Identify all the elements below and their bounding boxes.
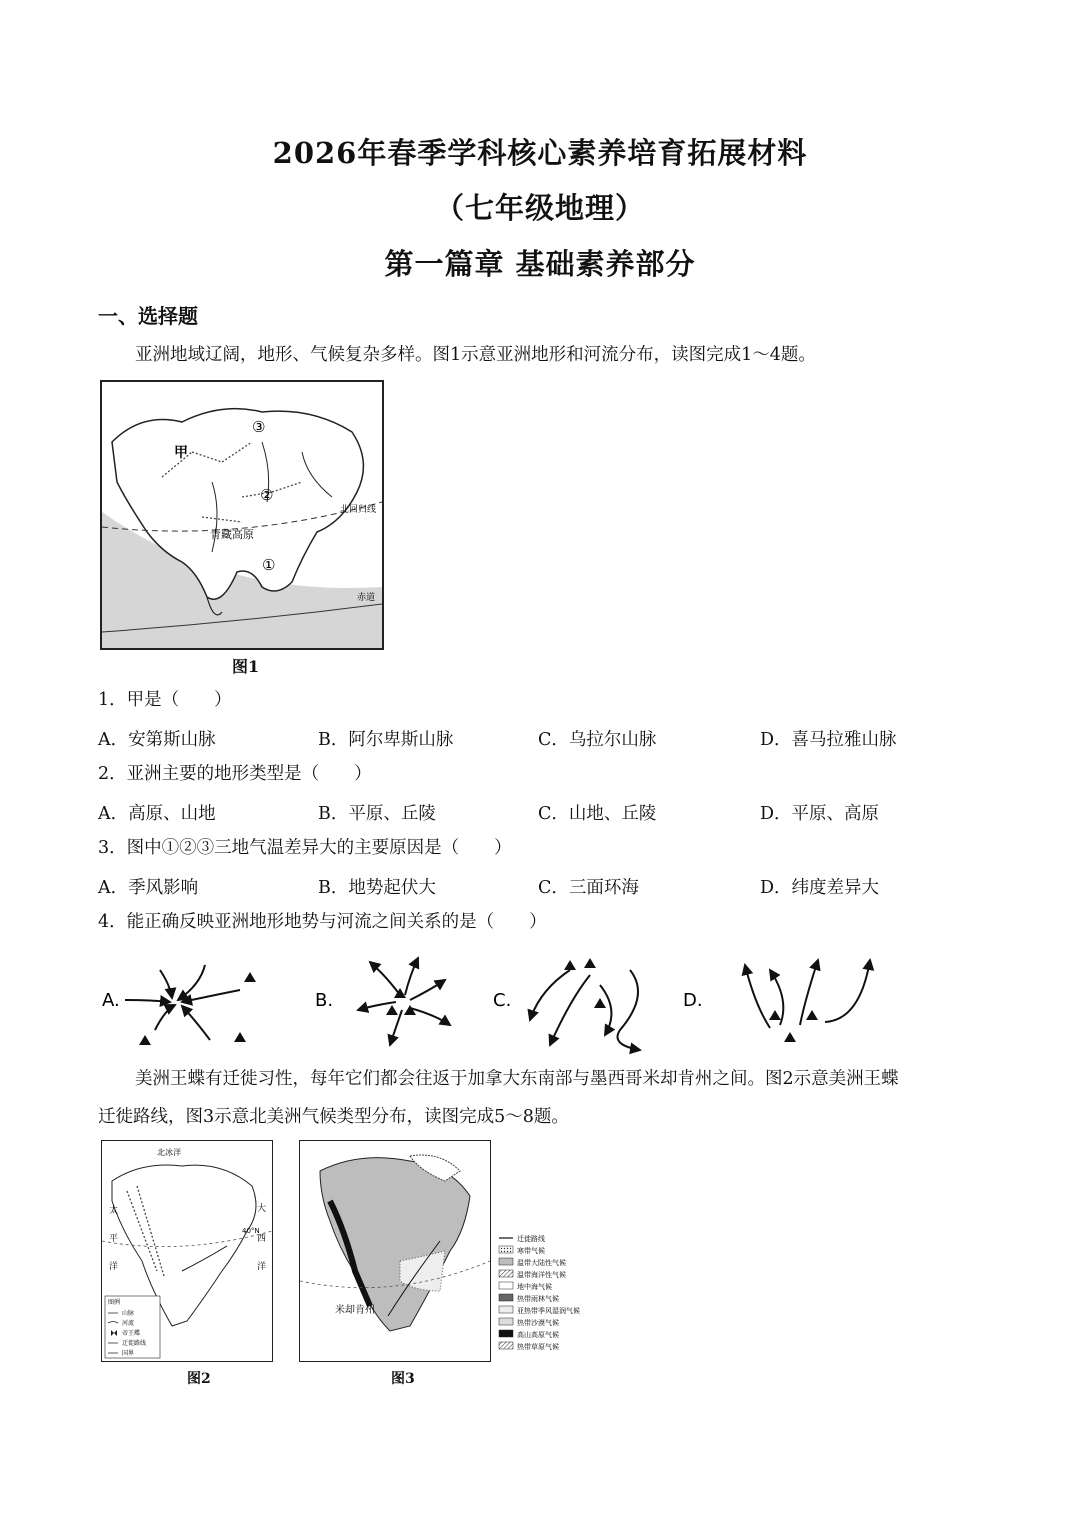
q2-option-c[interactable]: C．山地、丘陵 [538,804,657,824]
legend-maritime: 温带海洋性气候 [517,1271,566,1279]
label-tropic: 北回归线 [340,505,377,515]
q3-option-a[interactable]: A．季风影响 [98,878,199,898]
atlantic-char-1: 大 [257,1204,267,1214]
legend-border: 国界 [122,1350,135,1357]
figure-1-caption: 图1 [232,657,260,676]
label-jia: 甲 [174,445,188,461]
q3-option-d[interactable]: D．纬度差异大 [760,878,880,898]
q2-option-a[interactable]: A．高原、山地 [98,804,216,824]
intro-paragraph-2-line-2: 迁徙路线，图3示意北美洲气候类型分布，读图完成5～8题。 [98,1107,569,1127]
q1-option-c[interactable]: C．乌拉尔山脉 [538,730,657,750]
intro-paragraph-1: 亚洲地域辽阔，地形、气候复杂多样。图1示意亚洲地形和河流分布，读图完成1～4题。 [135,345,816,365]
diagram-b-label: B. [315,990,334,1011]
q1-option-a[interactable]: A．安第斯山脉 [98,730,216,750]
atlantic-char-2: 西 [257,1234,267,1244]
figure-2-caption: 图2 [187,1371,211,1387]
legend-route: 迁徙路线 [122,1340,147,1347]
figure-2-monarch-migration-map [101,1140,273,1362]
section-heading: 一、选择题 [98,304,198,328]
label-40n: 40°N [242,1227,260,1235]
label-equator: 赤道 [357,593,376,603]
legend-route: 迁徙路线 [517,1235,545,1243]
label-michoacan: 米却肯州 [335,1305,375,1316]
label-arctic-ocean: 北冰洋 [157,1148,181,1157]
question-2-stem: 2．亚洲主要的地形类型是（ ） [98,764,372,784]
q3-option-c[interactable]: C．三面环海 [538,878,639,898]
marker-3: ③ [252,418,266,436]
figure-3-caption: 图3 [391,1371,415,1387]
pacific-char-1: 太 [109,1206,119,1216]
question-1-stem: 1．甲是（ ） [98,690,232,710]
diagram-b[interactable] [315,958,450,1045]
legend-title: 图例 [108,1299,121,1306]
marker-2: ② [260,486,274,504]
intro-paragraph-2-line-1: 美洲王蝶有迁徙习性，每年它们都会往返于加拿大东南部与墨西哥米却肯州之间。图2示意美洲王蝶 [135,1069,899,1089]
pacific-char-2: 平 [109,1234,119,1244]
figure-3-legend [497,1232,607,1362]
q1-option-d[interactable]: D．喜马拉雅山脉 [760,730,897,750]
document-subtitle: （七年级地理） [434,191,645,225]
q4-diagram-row [100,950,900,1055]
asia-map-drawing [102,382,382,648]
legend-mediterranean: 地中海气候 [517,1283,552,1291]
figure-2-legend [105,1296,160,1358]
legend-rivers: 河流 [122,1320,135,1327]
figure-3-legend-drawing [497,1232,607,1362]
legend-rainforest: 热带雨林气候 [517,1295,559,1303]
legend-monarch: 帝王蝶 [122,1330,141,1337]
chapter-title: 第一篇章 基础素养部分 [384,247,696,281]
figure-3-drawing [300,1141,490,1361]
legend-continental: 温带大陆性气候 [517,1259,566,1267]
label-plateau: 青藏高原 [210,528,254,541]
legend-polar: 寒带气候 [517,1247,545,1255]
river-terrain-diagrams [100,950,900,1055]
atlantic-char-3: 洋 [257,1262,267,1272]
document-title: 2026年春季学科核心素养培育拓展材料 [272,136,808,170]
diagram-c-label: C. [493,990,512,1011]
diagram-c[interactable] [493,958,640,1050]
figure-2-drawing [102,1141,272,1361]
question-4-stem: 4．能正确反映亚洲地形地势与河流之间关系的是（ ） [98,912,547,932]
q3-option-b[interactable]: B．地势起伏大 [318,878,436,898]
legend-desert: 热带沙漠气候 [517,1319,559,1327]
q2-option-b[interactable]: B．平原、丘陵 [318,804,436,824]
question-3-stem: 3．图中①②③三地气温差异大的主要原因是（ ） [98,838,512,858]
diagram-a-label: A. [102,990,120,1011]
q2-option-d[interactable]: D．平原、高原 [760,804,880,824]
legend-savanna: 热带草原气候 [517,1343,559,1351]
pacific-char-3: 洋 [109,1262,119,1272]
figure-1-asia-map [100,380,384,650]
diagram-a[interactable] [102,965,256,1045]
q1-option-b[interactable]: B．阿尔卑斯山脉 [318,730,454,750]
marker-1: ① [262,556,276,574]
legend-mountains: 山脉 [122,1310,135,1317]
diagram-d-label: D. [683,990,703,1011]
legend-subtropical: 亚热带季风湿润气候 [517,1307,580,1315]
legend-highland: 高山高原气候 [517,1331,559,1339]
diagram-d[interactable] [683,960,870,1042]
figure-3-climate-map [299,1140,491,1362]
